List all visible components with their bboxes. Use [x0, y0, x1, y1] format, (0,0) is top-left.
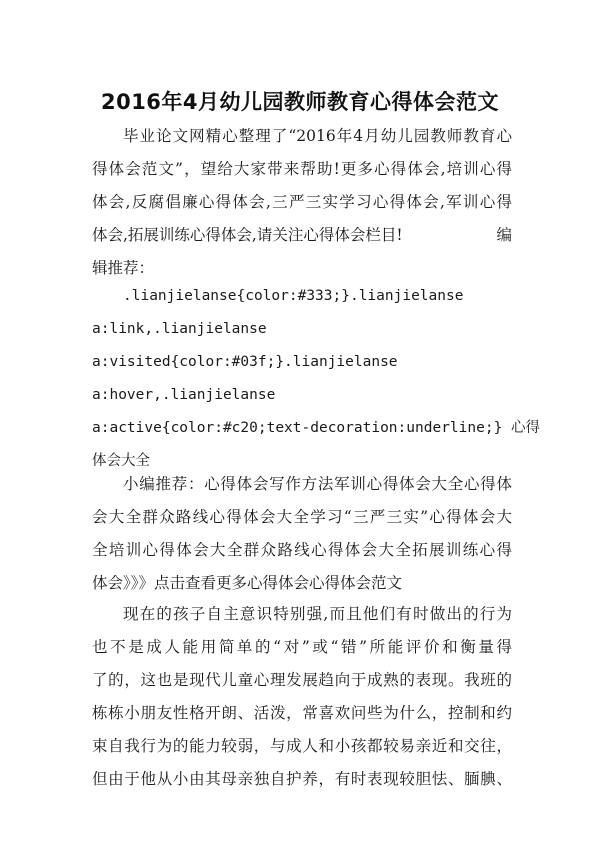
intro-line — [92, 219, 512, 252]
body-line: 现在的孩子自主意识特别强,而且他们有时做出的行为 — [123, 605, 512, 623]
body-line: 栋栋小朋友性格开朗、活泼，常喜欢问些为什么，控制和约 — [92, 704, 512, 722]
body-line: 束自我行为的能力较弱，与成人和小孩都较易亲近和交往， — [92, 737, 512, 755]
body-line: 了的，这也是现代儿童心理发展趋向于成熟的表现。我班的 — [92, 671, 512, 689]
code-line: a:active{color:#c20;text-decoration:underline;} 心得 — [92, 420, 541, 436]
body-line: 但由于他从小由其母亲独自护养，有时表现较胆怯、腼腆、 — [92, 770, 512, 788]
intro-line-text: 体会,拓展训练心得体会,请关注心得体会栏目! — [92, 226, 403, 244]
code-line: 体会大全 — [92, 453, 150, 469]
code-line: a:hover,.lianjielanse — [92, 387, 276, 403]
recommend-line: 会大全群众路线心得体会大全学习“三严三实”心得体会大 — [92, 508, 512, 526]
editor-recommend-label: 辑推荐： — [92, 259, 155, 277]
recommend-line: 小编推荐：心得体会写作方法军训心得体会大全心得体 — [123, 475, 512, 493]
code-line: .lianjielanse{color:#333;}.lianjielanse — [123, 288, 464, 304]
intro-line: 体会,反腐倡廉心得体会,三严三实学习心得体会,军训心得 — [92, 193, 512, 211]
page-title: 2016年4月幼儿园教师教育心得体会范文 — [100, 90, 500, 114]
intro-paragraph — [92, 120, 512, 285]
editor-char: 编 — [496, 226, 512, 244]
body-paragraph — [92, 598, 512, 796]
recommend-link-line[interactable]: 体会》》》点击查看更多心得体会心得体会范文 — [92, 574, 403, 592]
css-code-block — [92, 280, 541, 478]
intro-line: 毕业论文网精心整理了“2016年4月幼儿园教师教育心 — [123, 127, 512, 145]
recommend-paragraph — [92, 468, 512, 600]
recommend-line: 全培训心得体会大全群众路线心得体会大全拓展训练心得 — [92, 541, 512, 559]
code-line: a:link,.lianjielanse — [92, 321, 267, 337]
code-line: a:visited{color:#03f;}.lianjielanse — [92, 354, 398, 370]
intro-line: 得体会范文”，望给大家带来帮助!更多心得体会,培训心得 — [92, 160, 512, 178]
body-line: 也不是成人能用简单的“对”或“错”所能评价和衡量得 — [92, 638, 512, 656]
